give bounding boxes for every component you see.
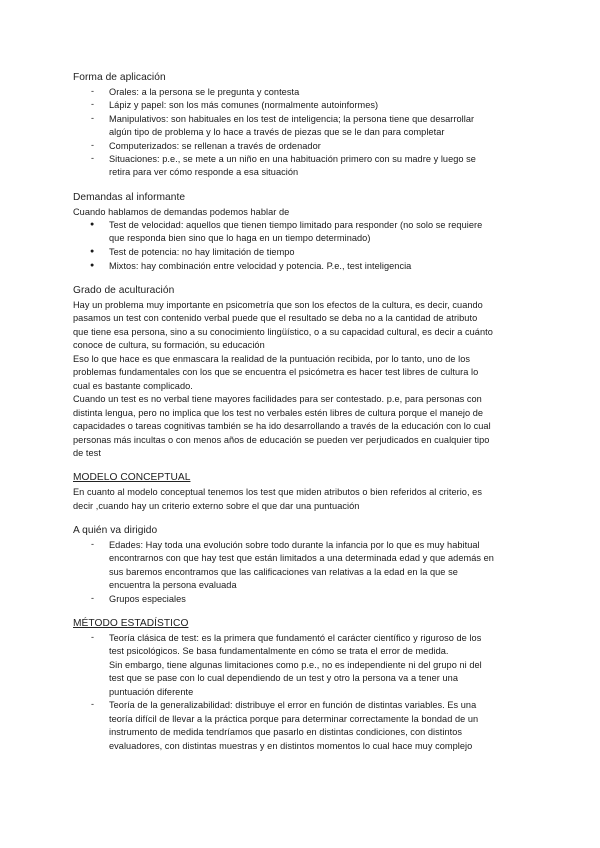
- list-marker: -: [91, 699, 94, 709]
- section-intro: Cuando hablamos de demandas podemos hablar de: [73, 207, 290, 217]
- list-item-continuation: test que se pase con lo cual dependiendo de un test y otro la persona va a tener una: [109, 673, 458, 683]
- list-marker: -: [91, 632, 94, 642]
- list-item: Teoría clásica de test: es la primera que fundamentó el carácter científico y riguroso de los: [109, 633, 482, 643]
- list-item: Orales: a la persona se le pregunta y contesta: [109, 87, 300, 97]
- section-heading: Grado de aculturación: [73, 285, 175, 296]
- list-item: Computerizados: se rellenan a través de ordenador: [109, 141, 321, 151]
- list-marker: -: [91, 86, 94, 96]
- list-item: Mixtos: hay combinación entre velocidad y potencia. P.e., test inteligencia: [109, 261, 412, 271]
- list-item-continuation: teoría difícil de llevar a la práctica porque para determinar correctamente la bondad de un: [109, 714, 479, 724]
- list-item-continuation: encontrarnos con que hay test que están limitados a una determinada edad y que además en: [109, 553, 494, 563]
- list-marker: -: [91, 153, 94, 163]
- list-marker: -: [91, 539, 94, 549]
- paragraph-line: En cuanto al modelo conceptual tenemos los test que miden atributos o bien referidos al criterio, es: [73, 487, 482, 497]
- list-item: Test de potencia: no hay limitación de tiempo: [109, 247, 295, 257]
- paragraph-line: de test: [73, 448, 101, 458]
- list-item-continuation: Sin embargo, tiene algunas limitaciones como p.e., no es independiente ni del grupo ni del: [109, 660, 482, 670]
- bullet-marker: ●: [90, 221, 95, 228]
- list-item-continuation: retira para ver cómo responde a esa situación: [109, 167, 299, 177]
- list-item-continuation: puntuación diferente: [109, 687, 194, 697]
- paragraph-line: Hay un problema muy importante en psicometría que son los efectos de la cultura, es decir, cuando: [73, 300, 483, 310]
- paragraph-line: capacidades o tareas cognitivas también se ha ido desarrollando a través de la educación con lo cual: [73, 421, 491, 431]
- section-heading: A quién va dirigido: [73, 525, 158, 536]
- list-marker: -: [91, 113, 94, 123]
- paragraph-line: problemas fundamentales con los que se encuentra el psicómetra es hacer test libres de cultura lo: [73, 367, 479, 377]
- paragraph-line: decir ,cuando hay un criterio externo sobre el que dar una puntuación: [73, 501, 360, 511]
- section-heading: MODELO CONCEPTUAL: [73, 472, 191, 483]
- list-item: Test de velocidad: aquellos que tienen tiempo limitado para responder (no solo se requiere: [109, 220, 483, 230]
- list-marker: -: [91, 99, 94, 109]
- section-heading: Forma de aplicación: [73, 72, 166, 83]
- list-item-continuation: algún tipo de problema y lo hace a través de piezas que se le dan para completar: [109, 127, 445, 137]
- bullet-marker: ●: [90, 262, 95, 269]
- section-heading: MÉTODO ESTADÍSTICO: [73, 618, 189, 629]
- list-item: Manipulativos: son habituales en los test de inteligencia; la persona tiene que desarrollar: [109, 114, 475, 124]
- list-item-continuation: encuentra la persona evaluada: [109, 580, 237, 590]
- list-item-continuation: evaluadores, con distintas muestras y en distintos momentos lo cual hace muy complejo: [109, 741, 473, 751]
- list-marker: -: [91, 593, 94, 603]
- paragraph-line: conoce de cultura, su formación, su educación: [73, 340, 265, 350]
- list-item: Teoría de la generalizabilidad: distribuye el error en función de distintas variables. Es una: [109, 700, 477, 710]
- paragraph-line: Eso lo que hace es que enmascara la realidad de la puntuación recibida, por lo tanto, uno de los: [73, 354, 471, 364]
- list-item-continuation: instrumento de medida tendríamos que pasarlo en distintas condiciones, con distintos: [109, 727, 463, 737]
- list-item-continuation: test psicológicos. Se basa fundamentalmente en cómo se trata el error de medida.: [109, 646, 449, 656]
- list-item-continuation: que responda bien sino que lo haga en un tiempo determinado): [109, 233, 371, 243]
- list-item: Situaciones: p.e., se mete a un niño en una habituación primero con su madre y luego se: [109, 154, 476, 164]
- paragraph-line: distinta lengua, pero no implica que los test no verbales estén libres de cultura porque el manejo de: [73, 408, 484, 418]
- paragraph-line: personas más incultas o con menos años de educación se pueden ver perjudicados en cualquier tipo: [73, 435, 490, 445]
- list-item: Grupos especiales: [109, 594, 186, 604]
- paragraph-line: que tiene esa persona, sino a su conocimiento lingüístico, o a su capacidad cultural, es decir a cuánto: [73, 327, 493, 337]
- section-heading: Demandas al informante: [73, 192, 186, 203]
- list-item: Edades: Hay toda una evolución sobre todo durante la infancia por lo que es muy habitual: [109, 540, 480, 550]
- list-marker: -: [91, 140, 94, 150]
- paragraph-line: Cuando un test es no verbal tiene mayores facilidades para ser contestado. p.e, para personas con: [73, 394, 482, 404]
- list-item: Lápiz y papel: son los más comunes (normalmente autoinformes): [109, 100, 379, 110]
- list-item-continuation: sus baremos encontramos que las calificaciones van relativas a la edad en la que se: [109, 567, 458, 577]
- paragraph-line: cual es bastante complicado.: [73, 381, 193, 391]
- bullet-marker: ●: [90, 248, 95, 255]
- paragraph-line: pasamos un test con contenido verbal puede que el resultado se deba no a la cantidad de atributo: [73, 313, 478, 323]
